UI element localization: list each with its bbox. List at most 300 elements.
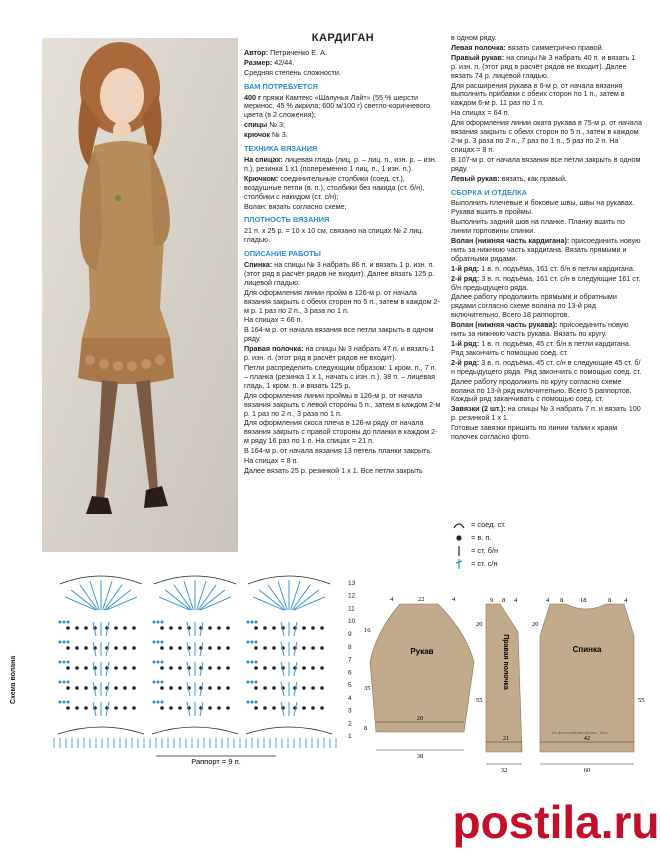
yarn-text: пряжи Камтекс «Шалунья Лайт» (55 % шерсти меринос, 45 % акрила; 600 м/100 г) светло-коричневого цвета (в 2 сложения); [244, 92, 431, 120]
description-heading: ОПИСАНИЕ РАБОТЫ [244, 249, 321, 259]
sleeve-top-dim-2: 22 [418, 596, 425, 603]
chart-chain [132, 626, 136, 630]
chart-chain [132, 706, 136, 710]
author-value: Петриченко Е. А. [270, 47, 327, 57]
legend-text: = в. п. [471, 532, 492, 542]
front-left-dim-2: 55 [476, 697, 483, 704]
front-left-dim-1: 20 [476, 621, 483, 628]
technique-hook-label: Крючком: [244, 173, 279, 183]
back-inner-dim: 42 [583, 735, 591, 742]
chart-chain [320, 646, 324, 650]
chart-stitch [199, 590, 224, 610]
chart-chain [123, 646, 127, 650]
materials-hook [244, 131, 442, 140]
front-top-dim-2: 8 [502, 597, 506, 604]
left-sleeve-paragraph [451, 175, 643, 184]
chart-row-number: 13 [348, 579, 356, 587]
chart-chain [263, 686, 267, 690]
chart-chain [255, 641, 258, 644]
technique-knit-text: лицевая гладь (лиц. р. – лиц. п., изн. р. – изн. п.), резинка 1 х1 (попеременно 1 лиц. п., 1 изн. п.). [244, 154, 437, 173]
chart-stitch [159, 597, 190, 610]
chart-chain [114, 646, 118, 650]
chart-chain [311, 686, 315, 690]
chart-chain [217, 646, 221, 650]
chart-arch [58, 727, 144, 734]
row2-paragraph [451, 275, 643, 293]
chart-chain [251, 661, 254, 664]
chart-chain [311, 706, 315, 710]
description-p1: Для оформления линии пройм в 126-м р. от начала вязания закрыть с обеих сторон по 5 п., затем в каждом 2-м р. 1 раз по 2 п., 3 раза по 1 п. [244, 287, 440, 315]
chart-row-number: 6 [348, 669, 352, 677]
chart-chain [254, 626, 258, 630]
description-p2: На спицах = 66 п. [244, 315, 303, 325]
row1-label: 1-й ряд: [451, 263, 480, 273]
model-photo [42, 38, 238, 552]
chart-chain [169, 646, 173, 650]
chart-chain [311, 646, 315, 650]
chart-chain [161, 641, 164, 644]
left-front-paragraph [451, 44, 643, 53]
flounce-chart [36, 566, 364, 786]
chart-chain [208, 686, 212, 690]
chart-chain [208, 666, 212, 670]
chart-chain [161, 681, 164, 684]
chart-chain [226, 666, 230, 670]
front-top-dim-1: 9 [490, 597, 494, 604]
chart-chain [255, 621, 258, 624]
chart-chain [208, 646, 212, 650]
chart-chain [255, 701, 258, 704]
materials-needles [244, 121, 442, 130]
back-top-dim-5: 4 [624, 597, 628, 604]
chart-side-label: Схема волана [10, 655, 17, 704]
description-p6: Для оформления скоса плеча в 126-м ряду от начала вязания закрыть с правой стороны до планки в каждом 2-м ряду 16 раз по 1 п. На спицах = 21 п. [244, 418, 438, 446]
chart-chain [75, 686, 79, 690]
row1-paragraph [451, 265, 643, 274]
chart-chain [254, 666, 258, 670]
flounce-body-label: Волан (нижняя часть кардигана): [451, 236, 570, 246]
site-logo-text: postila.ru [452, 796, 660, 848]
chart-chain [160, 706, 164, 710]
chart-chain [311, 626, 315, 630]
legend-chain [452, 531, 592, 544]
chart-chain [263, 626, 267, 630]
chart-chain [75, 706, 79, 710]
symbol-legend [452, 518, 592, 570]
technique-knit [244, 156, 442, 174]
chart-chain [302, 706, 306, 710]
chart-chain [66, 666, 70, 670]
front-top-dim-3: 4 [514, 597, 518, 604]
double-crochet-icon [452, 558, 466, 570]
sleeve-left-dim-1: 16 [364, 627, 371, 634]
chart-chain [157, 681, 160, 684]
chart-stitch [65, 597, 96, 610]
chart-chain [114, 686, 118, 690]
chart-chain [247, 701, 250, 704]
chart-chain [66, 646, 70, 650]
chart-chain [254, 686, 258, 690]
description-p7: В 164-м р. от начала вязания 13 петель планки закрыть. [244, 446, 433, 456]
size-value: 42/44. [274, 57, 295, 67]
chart-chain [247, 641, 250, 644]
model-photo-illustration [42, 38, 238, 552]
sleeve-pattern [364, 596, 474, 760]
left-front-text: вязать симметрично правой. [507, 42, 604, 52]
technique-hook-text: соединительные столбики (соед. ст.), воздушные петли (в. п.), столбики без накида (ст. б/н), столбики с накидом (ст. с/н); [244, 173, 425, 201]
chart-chain [66, 626, 70, 630]
sleeve-top-dim-3: 4 [452, 596, 456, 603]
technique-flounce: Волан: вязать согласно схеме; [244, 201, 347, 211]
chart-chain [254, 646, 258, 650]
right-front-paragraph [244, 345, 442, 363]
chart-chain [63, 641, 66, 644]
left-front-label: Левая полочка: [451, 42, 506, 52]
chart-chain [226, 706, 230, 710]
row2-text: 3 в. п. подъёма, 161 ст. с/н в следующие 161 ст. б/н предыдущего ряда. [451, 273, 641, 292]
chart-row-number: 2 [348, 720, 352, 728]
assembly-heading: СБОРКА И ОТДЕЛКА [451, 187, 527, 197]
single-crochet-icon [452, 545, 466, 557]
chart-chain [63, 701, 66, 704]
legend-text: = ст. б/н [471, 545, 499, 555]
assembly-a3: Далее работу продолжить прямыми и обратными рядами согласно схеме волана по 13-й ряд включительно. Всего 18 раппортов. [451, 292, 617, 320]
legend-double-crochet [452, 557, 592, 570]
chart-chain [208, 626, 212, 630]
left-sleeve-label: Левый рукав: [451, 173, 500, 183]
chart-chain [272, 686, 276, 690]
chart-chain [153, 641, 156, 644]
chart-stitch [105, 590, 130, 610]
gauge-heading: ПЛОТНОСТЬ ВЯЗАНИЯ [244, 215, 330, 225]
front-pattern [476, 597, 522, 774]
chart-chain [84, 706, 88, 710]
chart-chain [272, 706, 276, 710]
chart-chain [67, 641, 70, 644]
chart-arch [152, 727, 238, 734]
chart-row-number: 4 [348, 694, 352, 702]
front-inner-dim: 21 [502, 735, 510, 742]
chart-row-number: 9 [348, 631, 352, 639]
chart-chain [59, 661, 62, 664]
chart-chain [157, 621, 160, 624]
chart-chain [75, 646, 79, 650]
chart-chain [302, 646, 306, 650]
flounce-sleeve-label: Волан (нижняя часть рукава): [451, 320, 558, 330]
description-p8: На спицах = 8 п. [244, 456, 299, 466]
chart-chain [67, 661, 70, 664]
text-column-right [451, 34, 643, 443]
chart-chain [226, 626, 230, 630]
sleeve-bottom-dim: 38 [416, 753, 424, 760]
chart-chain [160, 646, 164, 650]
sleeve-text: на спицы № 3 набрать 40 п. и вязать 1 р. изн. п. (этот ряд в расчёт рядов не входит). Далее вязать 74 р. лицевой гладью. [451, 52, 636, 80]
chart-chain [114, 706, 118, 710]
assembly-a1: Выполнить плечевые и боковые швы, швы на рукавах. Рукава вшить в проймы. [451, 198, 635, 217]
description-p5: Для оформления линии проймы в 126-м р. от начала вязания закрыть с левой стороны 5 п., затем в каждом 2-м р. 1 раз по 2 п., 3 раза по 1 п. [244, 390, 441, 418]
front-name: Правая полочка [502, 634, 509, 690]
gauge-text: 21 п. х 25 р. = 10 х 10 см, связано на спицах № 2 лиц. гладью. [244, 226, 424, 245]
back-left-dim-2: 55 [638, 697, 645, 704]
chart-chain [160, 686, 164, 690]
chart-chain [263, 646, 267, 650]
chart-chain [84, 686, 88, 690]
size-label: Размер: [244, 57, 273, 67]
chart-chain [75, 626, 79, 630]
chart-chain [217, 706, 221, 710]
chart-stitch [294, 597, 325, 610]
chart-chain [59, 701, 62, 704]
sleeve-paragraph [451, 54, 643, 81]
chart-chain [255, 661, 258, 664]
chart-chain [84, 646, 88, 650]
back-label: Спинка: [244, 260, 273, 270]
chart-chain [114, 626, 118, 630]
chart-chain [123, 626, 127, 630]
chart-chain [75, 666, 79, 670]
chart-chain [59, 621, 62, 624]
chart-chain [161, 621, 164, 624]
back-text: на спицы № 3 набрать 86 п. и вязать 1 р. изн. п. (этот ряд в расчёт рядов не входит). Далее вязать 125 р. лицевой гладью. [244, 260, 435, 287]
chart-row-number: 5 [348, 682, 352, 690]
watermark: Из фотоальбома Ирины_Тати [552, 730, 608, 735]
chart-chain [208, 706, 212, 710]
chart-chain [272, 646, 276, 650]
srow1-text: 1 в. п. подъёма, 45 ст. б/н в петли кардигана. Ряд закончить с помощью соед. ст. [451, 339, 631, 357]
back-top-dim-2: 8 [560, 597, 564, 604]
back-paragraph [244, 261, 442, 288]
chart-chain [66, 686, 70, 690]
sleeve-name: Рукав [410, 647, 434, 656]
srow1-paragraph [451, 340, 643, 358]
chart-chain [59, 681, 62, 684]
srow1-label: 1-й ряд: [451, 339, 480, 348]
assembly-a5: Готовые завязки пришить по линии талии к краям полочек согласно фото. [451, 423, 618, 442]
chart-chain [153, 701, 156, 704]
chart-chain [178, 706, 182, 710]
chart-chain [67, 681, 70, 684]
chart-chain [160, 666, 164, 670]
chart-row-number: 12 [348, 592, 356, 600]
left-sleeve-text: вязать, как правый. [501, 173, 567, 183]
hook-value: № 3. [272, 130, 288, 140]
chart-chain [272, 626, 276, 630]
chart-row-number: 3 [348, 707, 352, 715]
chart-chain [161, 701, 164, 704]
chart-chain [217, 686, 221, 690]
chart-chain [153, 621, 156, 624]
chart-chain [247, 661, 250, 664]
chart-chain [178, 646, 182, 650]
materials-heading: ВАМ ПОТРЕБУЕТСЯ [244, 81, 318, 91]
back-top-dim-3: 18 [580, 597, 587, 604]
chart-marks [54, 576, 356, 748]
chart-chain [132, 686, 136, 690]
chart-chain [255, 681, 258, 684]
yarn-amount: 400 г [244, 92, 261, 102]
chart-chain [132, 646, 136, 650]
chart-chain [132, 666, 136, 670]
right-front-label: Правая полочка: [244, 344, 304, 354]
materials-yarn [244, 94, 442, 121]
technique-knit-label: На спицах: [244, 154, 283, 164]
chart-chain [302, 666, 306, 670]
chart-chain [169, 686, 173, 690]
chart-repeat-label: Раппорт = 9 п. [191, 757, 241, 766]
chart-chain [161, 661, 164, 664]
chart-chain [302, 686, 306, 690]
chart-chain [263, 666, 267, 670]
legend-single-crochet [452, 544, 592, 557]
chart-row-number: 8 [348, 643, 352, 651]
row1-text: 1 в. п. подъёма, 161 ст. б/н в петли кардигана. [481, 263, 635, 273]
chart-chain [157, 701, 160, 704]
needles-value: № 3; [269, 120, 286, 130]
flounce-sleeve-text: присоединить новую нить за нижнюю часть рукава. Вязать по кругу. [451, 320, 629, 339]
chart-chain [178, 666, 182, 670]
right-r4: В 107-м р. от начала вязания все петли закрыть в одном ряду. [451, 154, 641, 173]
right-r0: в одном ряду. [451, 33, 497, 42]
back-left-dim-1: 20 [532, 621, 539, 628]
flounce-sleeve-paragraph [451, 321, 643, 339]
chart-chain [217, 626, 221, 630]
chart-chain [169, 706, 173, 710]
chart-chain [59, 641, 62, 644]
row2-label: 2-й ряд: [451, 273, 480, 283]
chart-chain [320, 706, 324, 710]
size-line [244, 59, 442, 68]
srow2-text: 3 в. п. подъёма, 45 ст. с/н в следующие 45 ст. б/н предыдущего ряда. Ряд закончить с помощью соед. ст. [451, 357, 642, 376]
chart-chain [178, 686, 182, 690]
chart-chain [251, 641, 254, 644]
chart-chain [66, 706, 70, 710]
sleeve-top-dim-1: 4 [390, 596, 394, 603]
ties-paragraph [451, 405, 643, 423]
chart-chain [63, 661, 66, 664]
slip-stitch-icon [452, 520, 466, 530]
front-bottom-dim: 32 [500, 767, 508, 774]
chart-chain [320, 666, 324, 670]
sleeve-left-dim-3: 8 [364, 725, 368, 732]
back-top-dim-4: 8 [608, 597, 612, 604]
description-p3: В 164-м р. от начала вязания все петли закрыть в одном ряду. [244, 325, 434, 344]
back-top-dim-1: 4 [546, 597, 550, 604]
technique-heading: ТЕХНИКА ВЯЗАНИЯ [244, 144, 318, 154]
back-bottom-dim: 60 [583, 767, 591, 774]
chart-chain [226, 686, 230, 690]
postila-logo [452, 794, 660, 850]
chart-chain [311, 666, 315, 670]
hook-label: крючок [244, 130, 271, 140]
chart-row-number: 7 [348, 656, 352, 664]
sleeve-left-dim-2: 35 [364, 685, 371, 692]
srow2-paragraph [451, 359, 643, 377]
chart-chain [157, 641, 160, 644]
chart-chain [84, 626, 88, 630]
sleeve-shape [370, 604, 474, 732]
chart-chain [178, 626, 182, 630]
ties-label: Завязки (2 шт.): [451, 404, 506, 414]
chart-chain [63, 621, 66, 624]
technique-hook [244, 175, 442, 202]
chart-row-number: 10 [348, 618, 356, 626]
chart-chain [247, 621, 250, 624]
chart-chain [157, 661, 160, 664]
chart-chain [123, 666, 127, 670]
chart-chain [123, 686, 127, 690]
author-line [244, 49, 442, 58]
chart-chain [63, 681, 66, 684]
chart-chain [254, 706, 258, 710]
chart-chain [263, 706, 267, 710]
chart-arch [246, 727, 332, 734]
chart-stitch [106, 597, 137, 610]
chart-chain [153, 661, 156, 664]
chart-chain [123, 706, 127, 710]
description-p4: Петли распределить следующим образом: 1 кром. п., 7 п. – планка (резинка 1 х 1, начать с изн. п.), 38 п. – лицевая гладь, 1 кром. п. и вязать 125 р. [244, 363, 437, 390]
chart-chain [169, 666, 173, 670]
assembly-a4: Далее работу продолжить по кругу согласно схеме волана по 13-й ряд включительно. Всего 5 раппортов. Каждый ряд заканчивать с помощью соед. ст. [451, 376, 632, 404]
chart-stitch [293, 590, 318, 610]
chart-stitch [71, 590, 96, 610]
ties-text: на спицы № 3 набрать 7 п. и вязать 100 р. резинкой 1 х 1. [451, 404, 641, 423]
assembly-a2: Выполнить задний шов на планке. Планку вшить по линии горловины спинки. [451, 217, 625, 236]
right-r2: На спицах = 64 п. [451, 108, 510, 118]
right-front-text: на спицы № 3 набрать 47 п. и вязать 1 р. изн. п. (этот ряд в расчёт рядов не входит). [244, 344, 435, 363]
back-name: Спинка [572, 645, 602, 654]
chart-row-number: 11 [348, 605, 355, 613]
description-p9: Далее вязать 25 р. резинкой 1 х 1. Все петли закрыть [244, 465, 423, 475]
flounce-body-text: присоединить новую нить за нижнюю часть кардигана. Вязать прямыми и обратными рядами. [451, 236, 641, 263]
pattern-pieces [366, 592, 654, 792]
chart-chain [226, 646, 230, 650]
chain-icon [452, 533, 466, 543]
chart-chain [251, 621, 254, 624]
chart-chain [272, 666, 276, 670]
page-title: КАРДИГАН [311, 32, 375, 44]
srow2-label: 2-й ряд: [451, 357, 480, 367]
chart-chain [302, 626, 306, 630]
chart-chain [251, 681, 254, 684]
chart-chain [320, 626, 324, 630]
flounce-body-paragraph [451, 237, 643, 264]
chart-row-number: 1 [348, 733, 352, 741]
chart-stitch [259, 590, 284, 610]
chart-stitch [253, 597, 284, 610]
chart-chain [247, 681, 250, 684]
needles-label: спицы [244, 120, 268, 130]
chart-chain [84, 666, 88, 670]
chart-chain [67, 621, 70, 624]
chart-chain [67, 701, 70, 704]
sleeve-label: Правый рукав: [451, 52, 505, 62]
back-pattern [532, 597, 645, 774]
chart-chain [114, 666, 118, 670]
chart-chain [153, 681, 156, 684]
author-label: Автор: [244, 47, 269, 57]
chart-stitch [200, 597, 231, 610]
chart-chain [320, 686, 324, 690]
text-column-middle [244, 34, 442, 477]
legend-text: = ст. с/н [471, 558, 498, 568]
chart-chain [217, 666, 221, 670]
legend-text: = соед. ст. [471, 519, 506, 529]
legend-slip-stitch [452, 518, 592, 531]
chart-chain [169, 626, 173, 630]
sleeve-inner-dim: 20 [416, 715, 424, 722]
chart-chain [251, 701, 254, 704]
right-r3: Для оформления линии оката рукава в 75-м р. от начала вязания закрыть с обеих сторон по 5 п., затем в каждом 2-м р. 3 раза по 2 п., 7 раз по 1 п., 5 раз по 2 п. На спицах = 8 п. [451, 118, 642, 154]
